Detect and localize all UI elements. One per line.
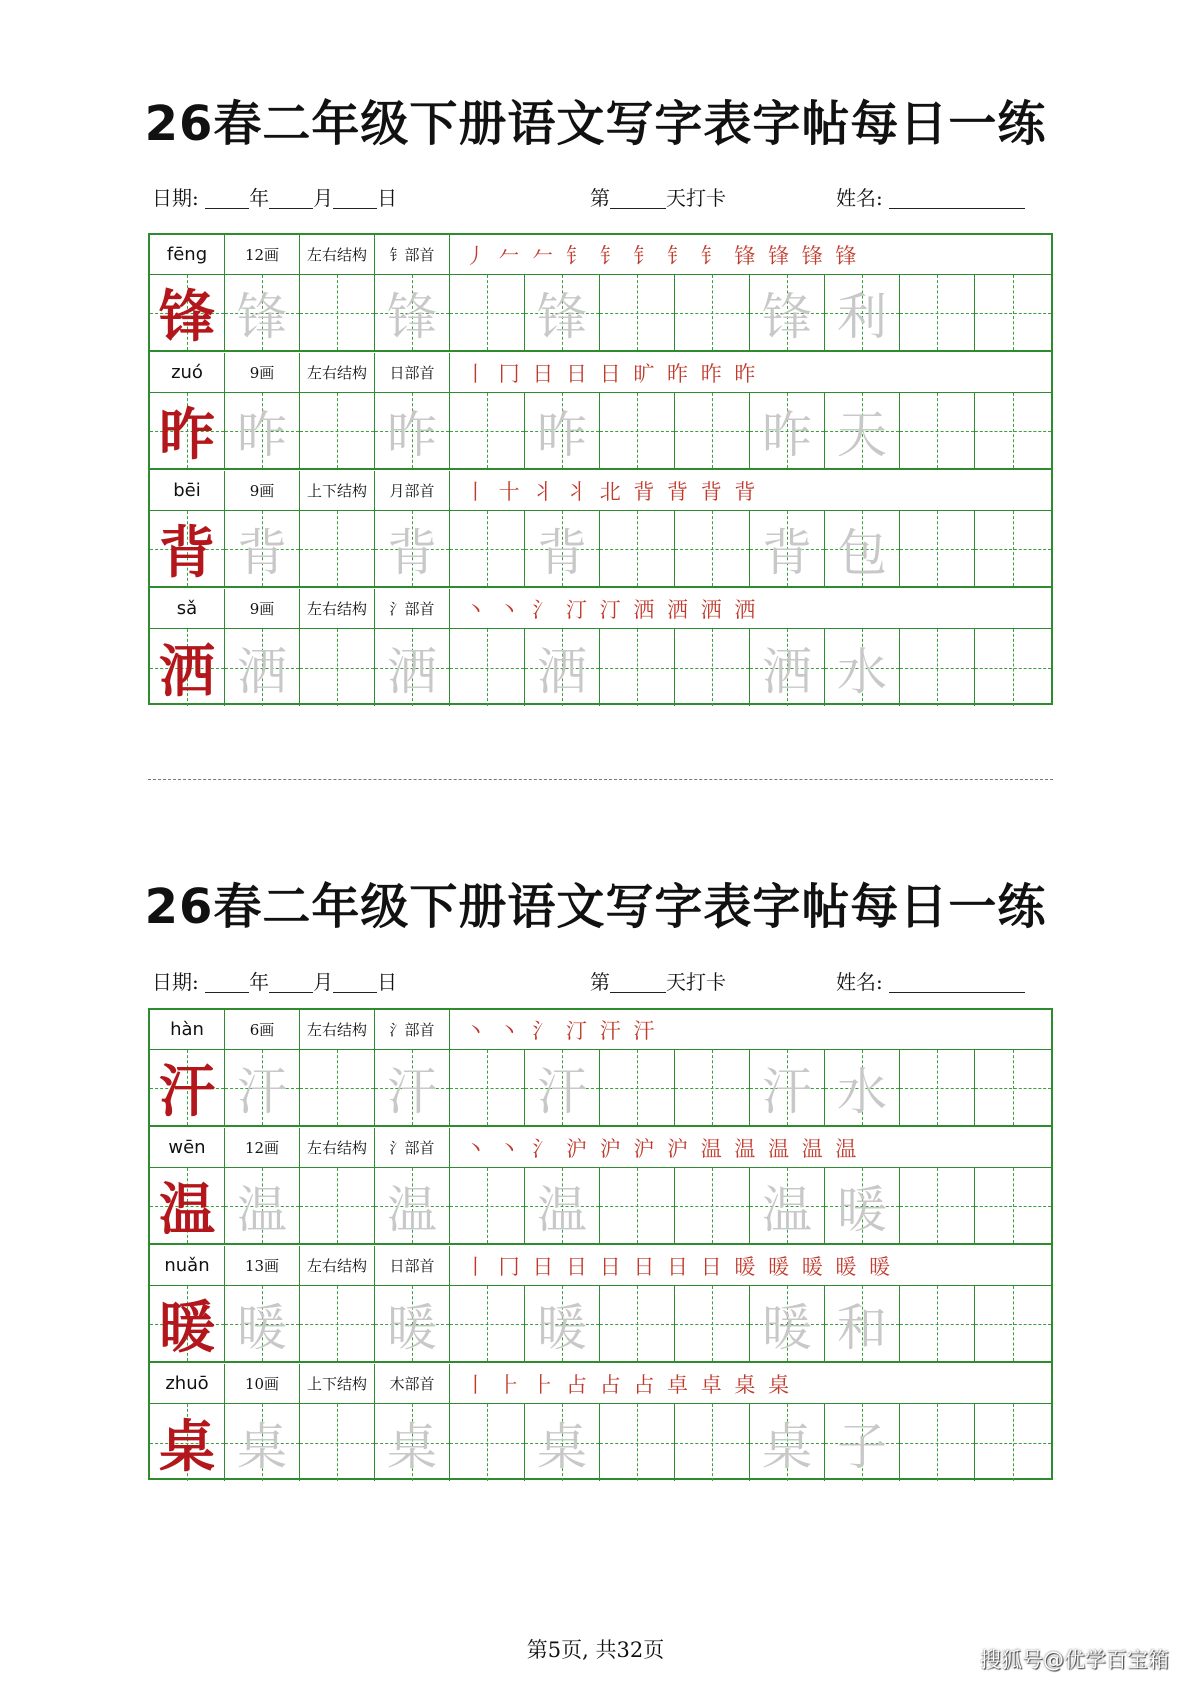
writing-box[interactable] xyxy=(750,393,825,468)
structure: 左右结构 xyxy=(306,246,367,264)
writing-box[interactable] xyxy=(300,1050,375,1125)
model-char-box xyxy=(150,275,225,350)
trace-char: 锋 xyxy=(537,287,587,346)
trace-char: 桌 xyxy=(537,1417,587,1476)
writing-box[interactable] xyxy=(300,511,375,586)
radical-cell xyxy=(375,353,450,392)
info-row xyxy=(150,235,1051,275)
checkin-field: 第 天打卡 xyxy=(590,970,726,994)
writing-box[interactable] xyxy=(825,1168,900,1243)
radical: 氵部首 xyxy=(389,600,435,618)
pinyin-cell xyxy=(150,1128,225,1167)
radical: 钅部首 xyxy=(389,246,435,264)
writing-box[interactable] xyxy=(750,511,825,586)
writing-box[interactable] xyxy=(450,1050,525,1125)
stroke-order xyxy=(455,1246,1051,1285)
structure: 左右结构 xyxy=(306,1257,367,1275)
date-field: 日期: 年 月 日 xyxy=(152,186,398,210)
radical-cell xyxy=(375,235,450,274)
word-char: 包 xyxy=(837,523,887,582)
writing-box[interactable] xyxy=(750,1050,825,1125)
writing-box[interactable] xyxy=(825,1050,900,1125)
pinyin-cell xyxy=(150,235,225,274)
writing-box[interactable] xyxy=(600,393,675,468)
model-char: 温 xyxy=(159,1176,215,1243)
writing-box[interactable] xyxy=(300,1286,375,1361)
stroke-sequence: 丶 丶 氵 沪 沪 沪 沪 温 温 温 温 温 xyxy=(465,1136,860,1161)
header-line xyxy=(148,967,1053,997)
model-char-box xyxy=(150,629,225,706)
structure: 上下结构 xyxy=(306,1375,367,1393)
writing-box[interactable] xyxy=(675,1168,750,1243)
writing-box[interactable] xyxy=(450,1168,525,1243)
writing-box[interactable] xyxy=(750,1404,825,1481)
trace-char: 背 xyxy=(237,523,287,582)
pinyin-cell xyxy=(150,1010,225,1049)
trace-char: 暖 xyxy=(537,1298,587,1357)
trace-char: 温 xyxy=(537,1180,587,1239)
practice-row xyxy=(150,393,1051,470)
writing-box[interactable] xyxy=(450,393,525,468)
writing-box[interactable] xyxy=(300,393,375,468)
radical: 日部首 xyxy=(389,364,435,382)
writing-box[interactable] xyxy=(300,1168,375,1243)
model-char-box xyxy=(150,1050,225,1125)
writing-box[interactable] xyxy=(375,1050,450,1125)
writing-box[interactable] xyxy=(900,393,975,468)
stroke-order xyxy=(455,353,1051,392)
stroke-count: 9画 xyxy=(249,482,275,500)
info-row xyxy=(150,1364,1051,1404)
stroke-count: 12画 xyxy=(244,1139,280,1157)
pinyin: zhuō xyxy=(165,1373,209,1394)
practice-row xyxy=(150,629,1051,706)
stroke-count: 13画 xyxy=(244,1257,280,1275)
pinyin: sǎ xyxy=(176,598,198,619)
writing-box[interactable] xyxy=(450,629,525,706)
writing-box[interactable] xyxy=(225,511,300,586)
name-field: 姓名: xyxy=(836,183,1025,213)
radical: 氵部首 xyxy=(389,1139,435,1157)
writing-box[interactable] xyxy=(525,393,600,468)
writing-box[interactable] xyxy=(825,393,900,468)
model-char-box xyxy=(150,1404,225,1481)
info-row xyxy=(150,1246,1051,1286)
writing-box[interactable] xyxy=(750,629,825,706)
radical: 木部首 xyxy=(389,1375,435,1393)
writing-box[interactable] xyxy=(375,629,450,706)
pinyin: zuó xyxy=(171,362,203,383)
writing-box[interactable] xyxy=(900,1404,975,1481)
radical: 月部首 xyxy=(389,482,435,500)
trace-char: 锋 xyxy=(387,287,437,346)
writing-box[interactable] xyxy=(975,393,1051,468)
writing-box[interactable] xyxy=(525,629,600,706)
writing-box[interactable] xyxy=(225,275,300,350)
page-number: 第5页, 共32页 xyxy=(526,1638,665,1662)
trace-char: 昨 xyxy=(237,405,287,464)
stroke-count-cell xyxy=(225,1246,300,1285)
trace-char: 汗 xyxy=(537,1062,587,1121)
pinyin: bēi xyxy=(173,480,201,501)
trace-char: 昨 xyxy=(387,405,437,464)
writing-box[interactable] xyxy=(975,1168,1051,1243)
writing-box[interactable] xyxy=(975,1404,1051,1481)
pinyin-cell xyxy=(150,471,225,510)
structure-cell xyxy=(300,1364,375,1403)
model-char: 洒 xyxy=(159,638,215,705)
trace-char: 桌 xyxy=(387,1417,437,1476)
writing-box[interactable] xyxy=(675,511,750,586)
radical-cell xyxy=(375,1010,450,1049)
stroke-count: 9画 xyxy=(249,600,275,618)
writing-box[interactable] xyxy=(525,511,600,586)
info-row xyxy=(150,353,1051,393)
trace-char: 温 xyxy=(387,1180,437,1239)
cut-line xyxy=(148,779,1053,780)
pinyin: hàn xyxy=(170,1019,204,1040)
structure: 左右结构 xyxy=(306,1021,367,1039)
writing-box[interactable] xyxy=(600,1404,675,1481)
trace-char: 洒 xyxy=(762,642,812,701)
model-char-box xyxy=(150,1168,225,1243)
stroke-sequence: 丿 𠂉 𠂉 钅 钅 钅 钅 钅 锋 锋 锋 锋 xyxy=(465,243,860,268)
practice-grid xyxy=(148,1008,1053,1480)
writing-box[interactable] xyxy=(450,1286,525,1361)
stroke-sequence: 丨 ⺊ ⺊ 占 占 占 卓 卓 桌 桌 xyxy=(465,1372,793,1397)
word-char: 天 xyxy=(837,405,887,464)
writing-box[interactable] xyxy=(825,1286,900,1361)
writing-box[interactable] xyxy=(600,629,675,706)
writing-box[interactable] xyxy=(450,275,525,350)
stroke-count: 9画 xyxy=(249,364,275,382)
info-row xyxy=(150,589,1051,629)
model-char: 背 xyxy=(159,519,215,586)
stroke-order xyxy=(455,1010,1051,1049)
info-row xyxy=(150,1128,1051,1168)
writing-box[interactable] xyxy=(750,275,825,350)
writing-box[interactable] xyxy=(225,1050,300,1125)
writing-box[interactable] xyxy=(975,629,1051,706)
stroke-order xyxy=(455,1364,1051,1403)
model-char: 昨 xyxy=(159,401,215,468)
model-char: 暖 xyxy=(159,1294,215,1361)
pinyin: nuǎn xyxy=(164,1255,210,1276)
writing-box[interactable] xyxy=(975,511,1051,586)
writing-box[interactable] xyxy=(750,1286,825,1361)
writing-box[interactable] xyxy=(750,1168,825,1243)
model-char: 桌 xyxy=(159,1413,215,1480)
writing-box[interactable] xyxy=(675,275,750,350)
structure-cell xyxy=(300,589,375,628)
writing-box[interactable] xyxy=(675,1286,750,1361)
writing-box[interactable] xyxy=(900,1168,975,1243)
structure-cell xyxy=(300,353,375,392)
structure: 左右结构 xyxy=(306,1139,367,1157)
pinyin-cell xyxy=(150,1246,225,1285)
trace-char: 温 xyxy=(762,1180,812,1239)
trace-char: 洒 xyxy=(387,642,437,701)
trace-char: 汗 xyxy=(237,1062,287,1121)
pinyin-cell xyxy=(150,589,225,628)
writing-box[interactable] xyxy=(600,1168,675,1243)
trace-char: 昨 xyxy=(762,405,812,464)
model-char-box xyxy=(150,511,225,586)
trace-char: 背 xyxy=(387,523,437,582)
model-char: 锋 xyxy=(159,283,215,350)
page-title: 26春二年级下册语文写字表字帖每日一练 xyxy=(144,879,1047,935)
stroke-sequence: 丨 冂 日 日 日 旷 昨 昨 昨 xyxy=(465,361,759,386)
stroke-order xyxy=(455,1128,1051,1167)
writing-box[interactable] xyxy=(450,1404,525,1481)
writing-box[interactable] xyxy=(525,1286,600,1361)
practice-row xyxy=(150,1286,1051,1363)
model-char-box xyxy=(150,393,225,468)
writing-box[interactable] xyxy=(825,629,900,706)
writing-box[interactable] xyxy=(900,1286,975,1361)
stroke-order xyxy=(455,471,1051,510)
word-char: 水 xyxy=(837,1062,887,1121)
writing-box[interactable] xyxy=(375,393,450,468)
header-line xyxy=(148,183,1053,213)
practice-row xyxy=(150,1404,1051,1481)
practice-row xyxy=(150,1050,1051,1127)
structure-cell xyxy=(300,1246,375,1285)
stroke-count-cell xyxy=(225,353,300,392)
trace-char: 背 xyxy=(537,523,587,582)
trace-char: 锋 xyxy=(762,287,812,346)
writing-box[interactable] xyxy=(225,629,300,706)
writing-box[interactable] xyxy=(375,1404,450,1481)
pinyin: fēng xyxy=(166,244,208,265)
writing-box[interactable] xyxy=(975,275,1051,350)
stroke-count-cell xyxy=(225,471,300,510)
practice-row xyxy=(150,511,1051,588)
writing-box[interactable] xyxy=(675,1404,750,1481)
info-row xyxy=(150,471,1051,511)
trace-char: 汗 xyxy=(762,1062,812,1121)
trace-char: 暖 xyxy=(762,1298,812,1357)
date-field: 日期: 年 月 日 xyxy=(152,970,398,994)
writing-box[interactable] xyxy=(900,629,975,706)
writing-box[interactable] xyxy=(300,629,375,706)
trace-char: 温 xyxy=(237,1180,287,1239)
trace-char: 汗 xyxy=(387,1062,437,1121)
writing-box[interactable] xyxy=(825,1404,900,1481)
writing-box[interactable] xyxy=(600,1050,675,1125)
stroke-count: 6画 xyxy=(249,1021,275,1039)
radical: 日部首 xyxy=(389,1257,435,1275)
watermark: 搜狐号@优学百宝箱 xyxy=(980,1648,1169,1672)
trace-char: 桌 xyxy=(762,1417,812,1476)
writing-box[interactable] xyxy=(900,511,975,586)
trace-char: 背 xyxy=(762,523,812,582)
writing-box[interactable] xyxy=(375,1168,450,1243)
practice-grid xyxy=(148,233,1053,705)
trace-char: 暖 xyxy=(387,1298,437,1357)
trace-char: 昨 xyxy=(537,405,587,464)
radical-cell xyxy=(375,1128,450,1167)
writing-box[interactable] xyxy=(525,1404,600,1481)
stroke-sequence: 丶 丶 氵 汀 汗 汗 xyxy=(465,1018,658,1043)
structure-cell xyxy=(300,1010,375,1049)
word-char: 水 xyxy=(837,642,887,701)
writing-box[interactable] xyxy=(225,393,300,468)
stroke-sequence: 丶 丶 氵 汀 汀 洒 洒 洒 洒 xyxy=(465,597,759,622)
word-char: 利 xyxy=(837,287,887,346)
practice-row xyxy=(150,1168,1051,1245)
writing-box[interactable] xyxy=(600,275,675,350)
stroke-count: 12画 xyxy=(244,246,280,264)
radical-cell xyxy=(375,1246,450,1285)
stroke-count-cell xyxy=(225,1010,300,1049)
writing-box[interactable] xyxy=(375,1286,450,1361)
stroke-order xyxy=(455,589,1051,628)
pinyin: wēn xyxy=(168,1137,206,1158)
structure-cell xyxy=(300,471,375,510)
radical-cell xyxy=(375,471,450,510)
stroke-order xyxy=(455,235,1051,274)
word-char: 和 xyxy=(837,1298,887,1357)
trace-char: 桌 xyxy=(237,1417,287,1476)
writing-box[interactable] xyxy=(375,275,450,350)
checkin-field: 第 天打卡 xyxy=(590,186,726,210)
stroke-count-cell xyxy=(225,1364,300,1403)
pinyin-cell xyxy=(150,1364,225,1403)
radical: 氵部首 xyxy=(389,1021,435,1039)
writing-box[interactable] xyxy=(900,275,975,350)
structure: 左右结构 xyxy=(306,600,367,618)
pinyin-cell xyxy=(150,353,225,392)
trace-char: 锋 xyxy=(237,287,287,346)
radical-cell xyxy=(375,589,450,628)
writing-box[interactable] xyxy=(225,1286,300,1361)
writing-box[interactable] xyxy=(675,393,750,468)
trace-char: 洒 xyxy=(537,642,587,701)
stroke-count-cell xyxy=(225,589,300,628)
writing-box[interactable] xyxy=(825,275,900,350)
stroke-count-cell xyxy=(225,235,300,274)
writing-box[interactable] xyxy=(825,511,900,586)
stroke-sequence: 丨 十 丬 ⺦ 北 背 背 背 背 xyxy=(465,479,759,504)
structure-cell xyxy=(300,1128,375,1167)
writing-box[interactable] xyxy=(525,1050,600,1125)
writing-box[interactable] xyxy=(675,1050,750,1125)
word-char: 子 xyxy=(837,1417,887,1476)
writing-box[interactable] xyxy=(975,1286,1051,1361)
writing-box[interactable] xyxy=(375,511,450,586)
stroke-count: 10画 xyxy=(244,1375,280,1393)
info-row xyxy=(150,1010,1051,1050)
practice-row xyxy=(150,275,1051,352)
writing-box[interactable] xyxy=(300,275,375,350)
writing-box[interactable] xyxy=(300,1404,375,1481)
writing-box[interactable] xyxy=(600,511,675,586)
structure-cell xyxy=(300,235,375,274)
stroke-sequence: 丨 冂 日 日 日 日 日 日 暖 暖 暖 暖 暖 xyxy=(465,1254,894,1279)
writing-box[interactable] xyxy=(225,1404,300,1481)
word-char: 暖 xyxy=(837,1180,887,1239)
writing-box[interactable] xyxy=(675,629,750,706)
page-title: 26春二年级下册语文写字表字帖每日一练 xyxy=(144,96,1047,152)
writing-box[interactable] xyxy=(225,1168,300,1243)
writing-box[interactable] xyxy=(525,1168,600,1243)
trace-char: 洒 xyxy=(237,642,287,701)
writing-box[interactable] xyxy=(975,1050,1051,1125)
structure: 上下结构 xyxy=(306,482,367,500)
stroke-count-cell xyxy=(225,1128,300,1167)
structure: 左右结构 xyxy=(306,364,367,382)
writing-box[interactable] xyxy=(450,511,525,586)
trace-char: 暖 xyxy=(237,1298,287,1357)
model-char-box xyxy=(150,1286,225,1361)
writing-box[interactable] xyxy=(525,275,600,350)
radical-cell xyxy=(375,1364,450,1403)
writing-box[interactable] xyxy=(900,1050,975,1125)
name-field: 姓名: xyxy=(836,967,1025,997)
model-char: 汗 xyxy=(159,1058,215,1125)
writing-box[interactable] xyxy=(600,1286,675,1361)
